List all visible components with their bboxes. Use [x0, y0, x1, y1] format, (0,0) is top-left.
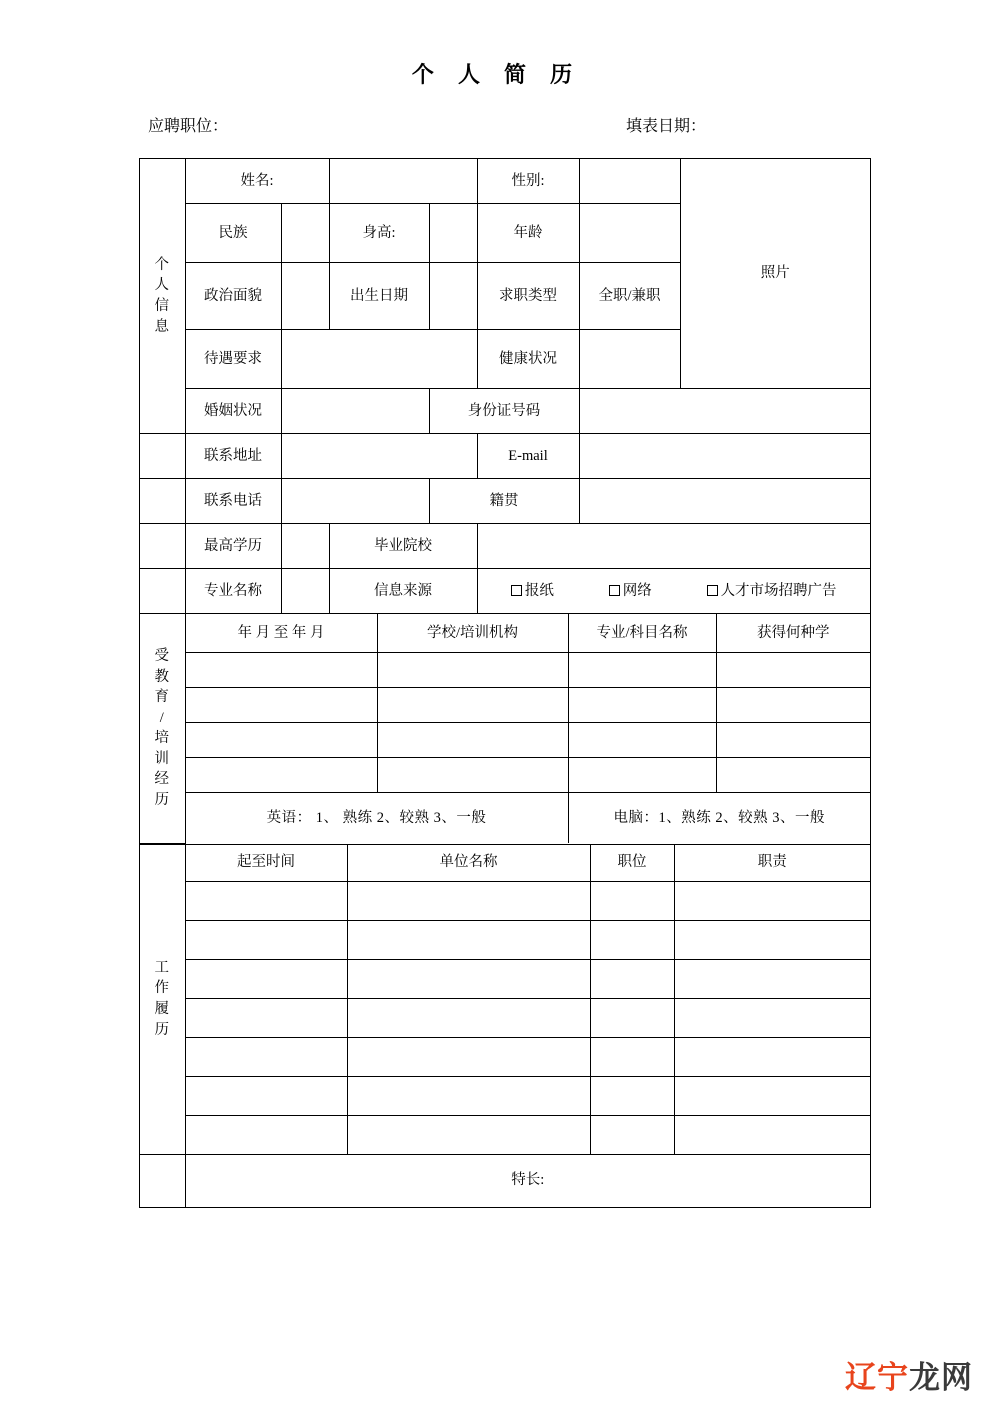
label-marital-status: 婚姻状况 — [185, 389, 281, 434]
table-row — [140, 1115, 870, 1154]
label-name: 姓名: — [185, 159, 329, 204]
field-phone[interactable] — [281, 479, 429, 524]
work-cell-period[interactable] — [185, 959, 347, 998]
vlabel-spacer-3 — [140, 524, 185, 569]
work-cell-duty[interactable] — [674, 1076, 870, 1115]
edu-cell-institution[interactable] — [377, 688, 568, 723]
label-ethnicity: 民族 — [185, 204, 281, 263]
work-cell-duty[interactable] — [674, 998, 870, 1037]
vlabel-spacer-work — [140, 1154, 185, 1207]
label-political-status: 政治面貌 — [185, 263, 281, 330]
work-cell-position[interactable] — [590, 1037, 674, 1076]
edu-cell-major[interactable] — [568, 688, 716, 723]
field-job-type-options[interactable]: 全职/兼职 — [579, 263, 680, 330]
field-height[interactable] — [429, 204, 477, 263]
work-cell-period[interactable] — [185, 998, 347, 1037]
work-cell-company[interactable] — [347, 1037, 590, 1076]
checkbox-icon[interactable] — [609, 585, 620, 596]
table-row — [140, 653, 870, 688]
section-education — [140, 614, 870, 845]
work-cell-position[interactable] — [590, 959, 674, 998]
label-salary-request: 待遇要求 — [185, 330, 281, 389]
fill-date-label: 填表日期： — [626, 118, 707, 135]
page-title: 个 人 简 历 — [411, 62, 582, 87]
field-gender[interactable] — [579, 159, 680, 204]
work-cell-duty[interactable] — [674, 959, 870, 998]
table-row — [140, 723, 870, 758]
table-row — [140, 998, 870, 1037]
work-cell-period[interactable] — [185, 881, 347, 920]
field-birth-date[interactable] — [429, 263, 477, 330]
field-email[interactable] — [579, 434, 870, 479]
edu-cell-period[interactable] — [185, 688, 377, 723]
work-col-header-position: 职位 — [590, 845, 674, 882]
field-ethnicity[interactable] — [281, 204, 329, 263]
edu-cell-degree[interactable] — [716, 758, 870, 793]
work-cell-duty[interactable] — [674, 1037, 870, 1076]
edu-cell-period[interactable] — [185, 653, 377, 688]
source-option-job-fair-ad[interactable]: 人才市场招聘广告 — [707, 582, 837, 601]
table-row — [140, 1037, 870, 1076]
watermark-part-a: 辽宁 — [845, 1360, 909, 1396]
label-height: 身高: — [329, 204, 429, 263]
section-work-history — [140, 845, 870, 1207]
work-cell-company[interactable] — [347, 881, 590, 920]
table-row — [140, 881, 870, 920]
label-graduate-school: 毕业院校 — [329, 524, 477, 569]
resume-form-table — [139, 158, 871, 1208]
edu-col-header-major: 专业/科目名称 — [568, 614, 716, 653]
personal-section-label-text: 个 人 信 息 — [154, 256, 170, 335]
field-graduate-school[interactable] — [477, 524, 870, 569]
source-option-internet[interactable]: 网络 — [609, 582, 652, 601]
label-phone: 联系电话 — [185, 479, 281, 524]
field-hometown[interactable] — [579, 479, 870, 524]
work-cell-position[interactable] — [590, 998, 674, 1037]
field-health[interactable] — [579, 330, 680, 389]
edu-cell-major[interactable] — [568, 653, 716, 688]
label-info-source: 信息来源 — [329, 569, 477, 614]
work-cell-duty[interactable] — [674, 1115, 870, 1154]
personal-section-label — [140, 159, 185, 434]
label-highest-education: 最高学历 — [185, 524, 281, 569]
education-section-label — [140, 614, 185, 843]
label-gender: 性别: — [477, 159, 579, 204]
edu-col-header-period: 年 月 至 年 月 — [185, 614, 377, 653]
vlabel-spacer-1 — [140, 434, 185, 479]
checkbox-icon[interactable] — [511, 585, 522, 596]
edu-cell-period[interactable] — [185, 758, 377, 793]
vlabel-spacer-4 — [140, 569, 185, 614]
edu-col-header-degree: 获得何种学 — [716, 614, 870, 653]
checkbox-icon[interactable] — [707, 585, 718, 596]
field-political-status[interactable] — [281, 263, 329, 330]
label-address: 联系地址 — [185, 434, 281, 479]
work-cell-position[interactable] — [590, 920, 674, 959]
field-id-card[interactable] — [579, 389, 870, 434]
work-cell-position[interactable] — [590, 881, 674, 920]
table-row — [140, 688, 870, 723]
label-age: 年龄 — [477, 204, 579, 263]
work-cell-period[interactable] — [185, 1115, 347, 1154]
table-row — [140, 959, 870, 998]
label-hometown: 籍贯 — [429, 479, 579, 524]
work-col-header-duty: 职责 — [674, 845, 870, 882]
label-health: 健康状况 — [477, 330, 579, 389]
specialty-label[interactable]: 特长: — [185, 1154, 870, 1207]
vlabel-spacer-2 — [140, 479, 185, 524]
field-address[interactable] — [281, 434, 477, 479]
label-birth-date: 出生日期 — [329, 263, 429, 330]
label-id-card: 身份证号码 — [429, 389, 579, 434]
work-section-label-text: 工 作 履 历 — [154, 959, 170, 1038]
edu-cell-institution[interactable] — [377, 758, 568, 793]
label-job-type: 求职类型 — [477, 263, 579, 330]
edu-cell-degree[interactable] — [716, 688, 870, 723]
applied-position-label: 应聘职位： — [148, 118, 229, 135]
work-col-header-period: 起至时间 — [185, 845, 347, 882]
info-source-options — [477, 569, 870, 614]
watermark-part-b: 龙网 — [909, 1360, 973, 1396]
edu-col-header-institution: 学校/培训机构 — [377, 614, 568, 653]
work-cell-company[interactable] — [347, 959, 590, 998]
work-section-label — [140, 845, 185, 1155]
edu-cell-period[interactable] — [185, 723, 377, 758]
table-row — [140, 758, 870, 793]
table-row — [140, 1076, 870, 1115]
work-col-header-company: 单位名称 — [347, 845, 590, 882]
edu-cell-degree[interactable] — [716, 723, 870, 758]
work-cell-company[interactable] — [347, 998, 590, 1037]
work-cell-company[interactable] — [347, 1076, 590, 1115]
field-major[interactable] — [281, 569, 329, 614]
field-age[interactable] — [579, 204, 680, 263]
table-row — [140, 920, 870, 959]
work-cell-duty[interactable] — [674, 920, 870, 959]
work-cell-period[interactable] — [185, 920, 347, 959]
field-salary-request[interactable] — [281, 330, 477, 389]
work-cell-company[interactable] — [347, 920, 590, 959]
field-highest-education[interactable] — [281, 524, 329, 569]
work-cell-position[interactable] — [590, 1115, 674, 1154]
site-watermark — [845, 1352, 973, 1397]
field-marital-status[interactable] — [281, 389, 429, 434]
section-personal-info — [140, 159, 870, 614]
work-cell-period[interactable] — [185, 1076, 347, 1115]
edu-cell-degree[interactable] — [716, 653, 870, 688]
field-name[interactable] — [329, 159, 477, 204]
edu-cell-institution[interactable] — [377, 723, 568, 758]
source-option-newspaper[interactable]: 报纸 — [511, 582, 554, 601]
label-major: 专业名称 — [185, 569, 281, 614]
english-skill-level[interactable]: 英语： 1、 熟练 2、较熟 3、一般 — [185, 793, 568, 844]
work-cell-position[interactable] — [590, 1076, 674, 1115]
edu-cell-institution[interactable] — [377, 653, 568, 688]
edu-cell-major[interactable] — [568, 758, 716, 793]
work-cell-company[interactable] — [347, 1115, 590, 1154]
work-cell-period[interactable] — [185, 1037, 347, 1076]
work-cell-duty[interactable] — [674, 881, 870, 920]
label-email: E-mail — [477, 434, 579, 479]
photo-placeholder[interactable]: 照片 — [680, 159, 870, 389]
education-section-label-text: 受 教 育 / 培 训 经 历 — [154, 647, 170, 808]
form-header-line — [148, 113, 888, 139]
computer-skill-level[interactable]: 电脑：1、熟练 2、较熟 3、一般 — [568, 793, 870, 844]
edu-cell-major[interactable] — [568, 723, 716, 758]
